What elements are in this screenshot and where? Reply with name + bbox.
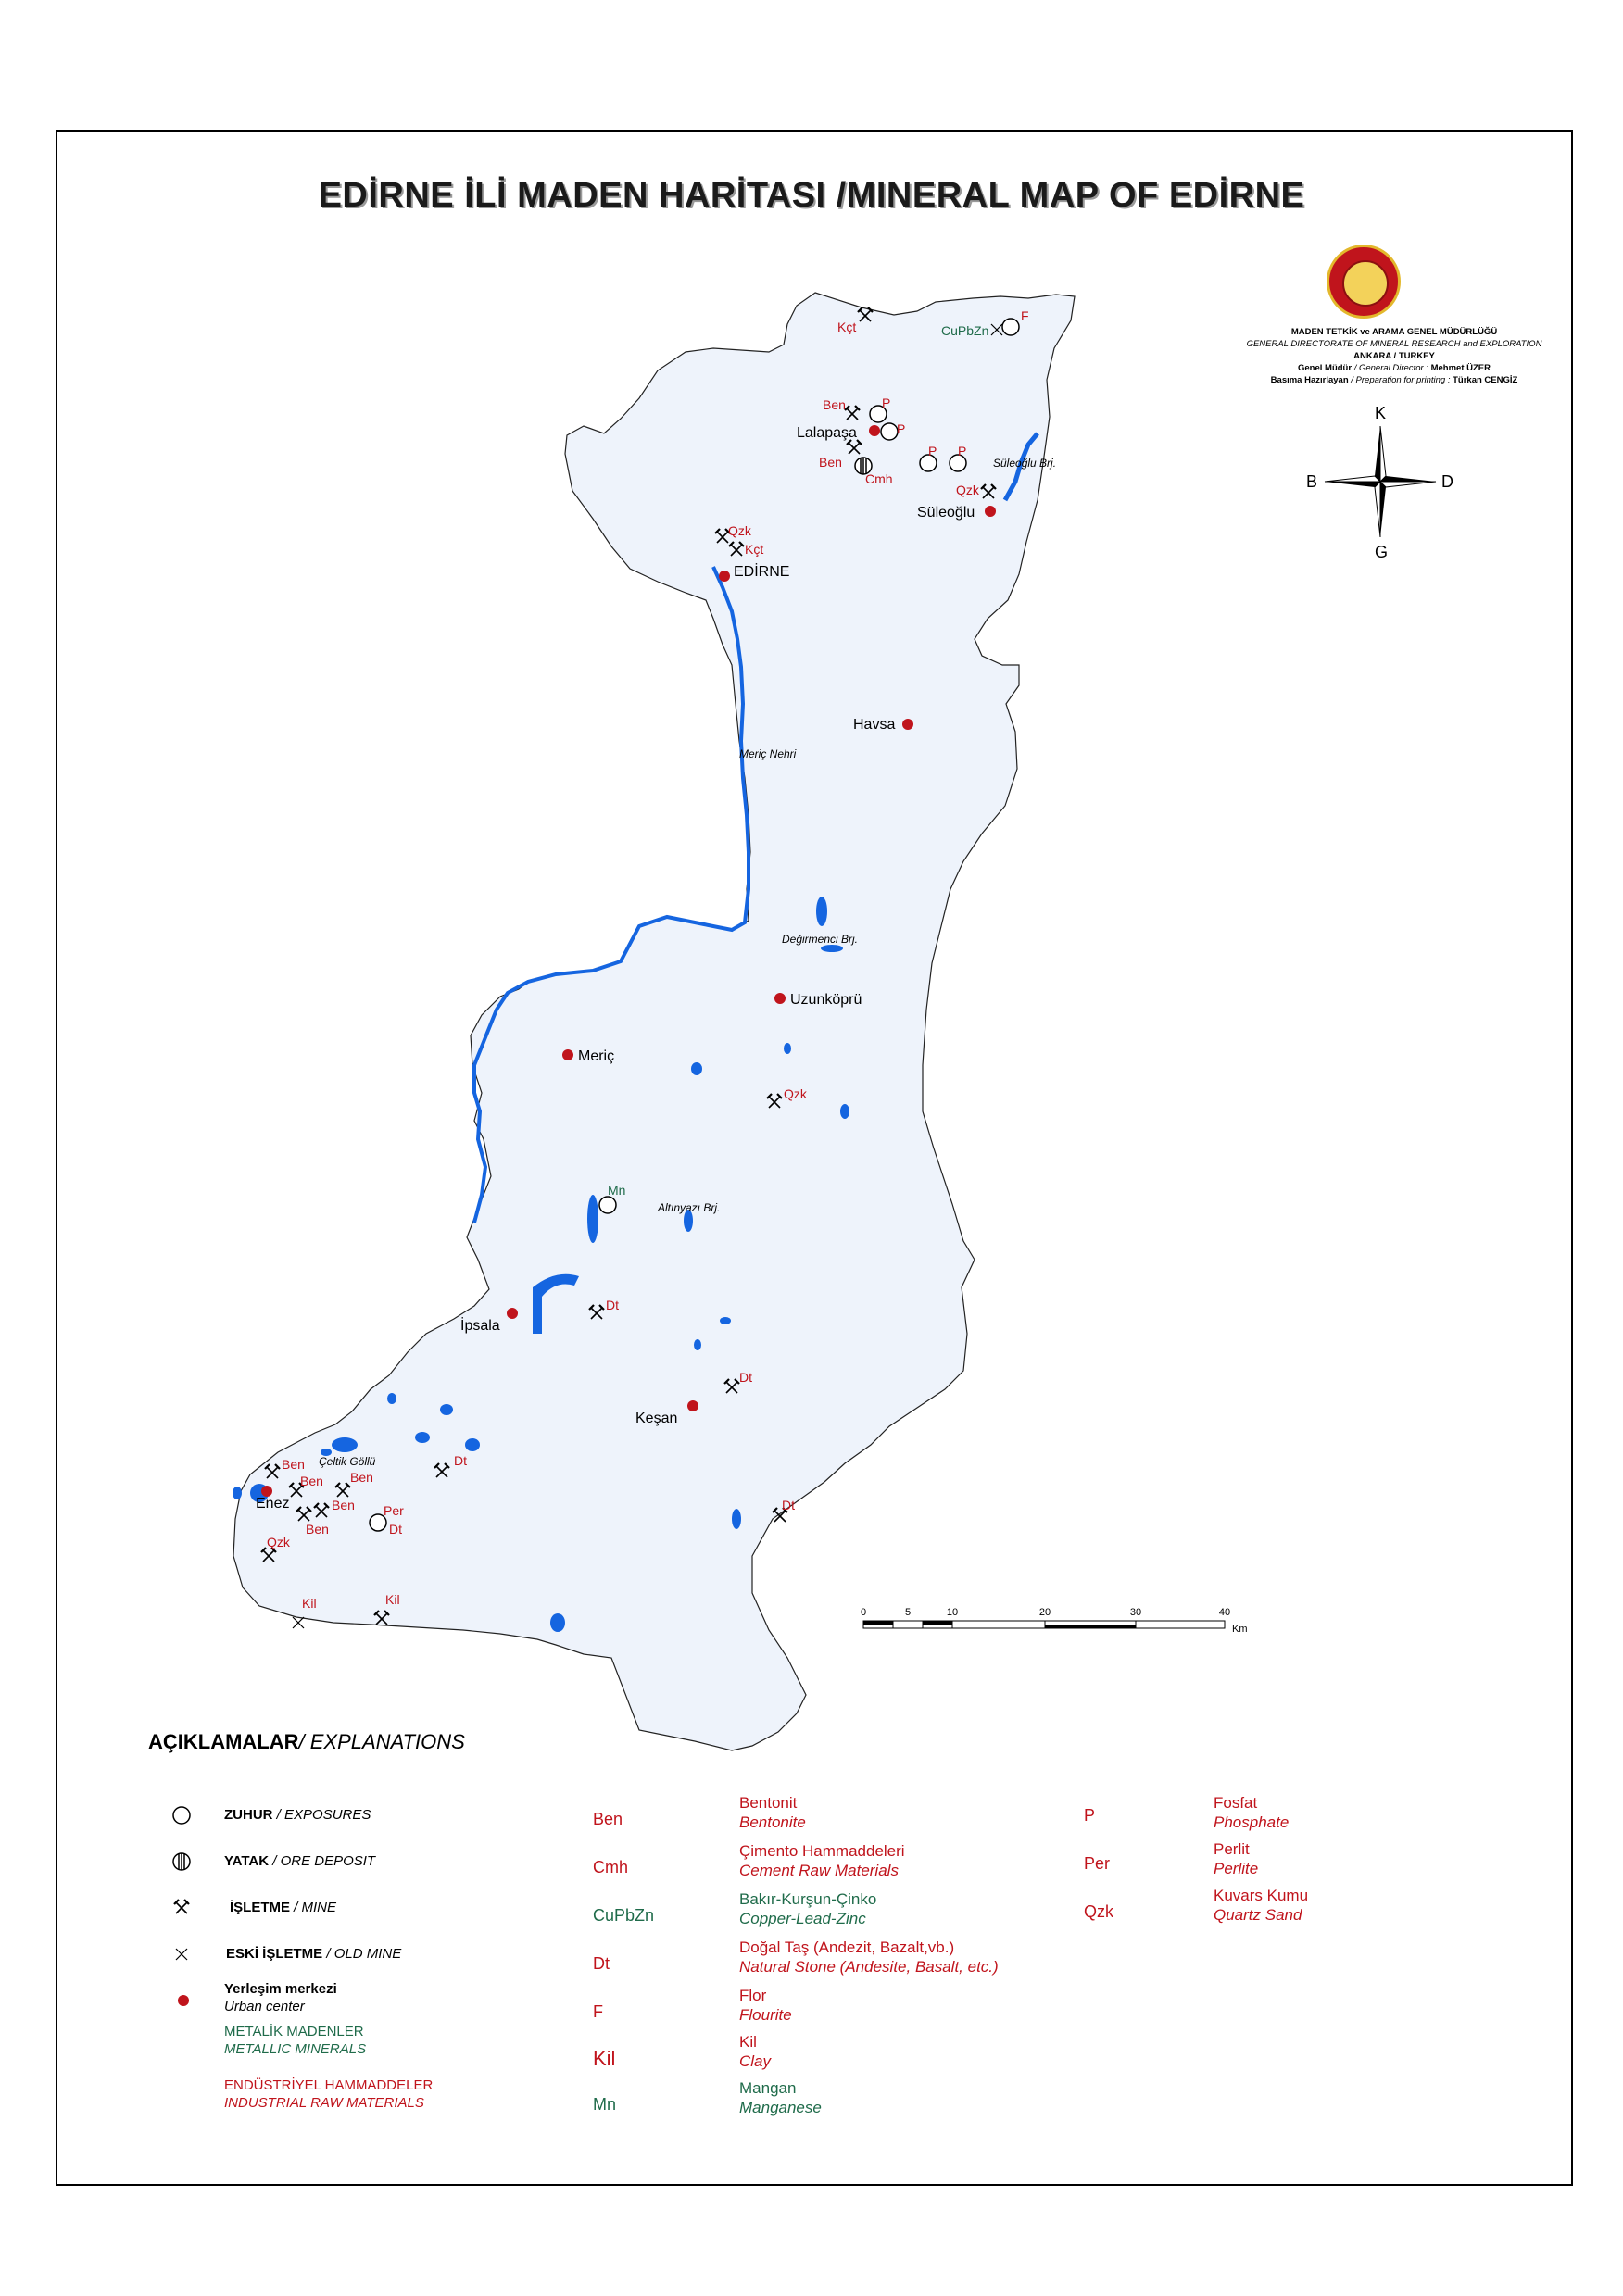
legend-industrial — [224, 2076, 433, 2112]
legend-mineral-cmh — [739, 1841, 905, 1880]
mine-legend-icon — [174, 1900, 189, 1913]
code-label: Qzk — [784, 1086, 807, 1101]
legend-ore-deposit — [224, 1853, 375, 1869]
city-label-ipsala: İpsala — [460, 1318, 500, 1334]
mineral-name-en: Phosphate — [1214, 1813, 1290, 1831]
mineral-name-en: Copper-Lead-Zinc — [739, 1910, 866, 1927]
legend-label: ZUHUR — [224, 1807, 273, 1823]
code-label: Dt — [606, 1298, 619, 1312]
scale-tick: 10 — [946, 1607, 959, 1618]
code-label: Ben — [300, 1474, 323, 1488]
code-label: Per — [384, 1503, 404, 1518]
legend-label-en: / OLD MINE — [322, 1946, 402, 1962]
scale-tick: 40 — [1218, 1607, 1231, 1618]
legend-label: YATAK — [224, 1853, 270, 1869]
lake-label-celtik: Çeltik Göllü — [319, 1455, 376, 1468]
legend-mineral-qzk — [1214, 1886, 1308, 1925]
mineral-name: Perlit — [1214, 1840, 1250, 1858]
scale-tick: 20 — [1038, 1607, 1051, 1618]
legend-code: F — [593, 2002, 603, 2021]
scale-tick: 30 — [1129, 1607, 1142, 1618]
legend-label-en: INDUSTRIAL RAW MATERIALS — [224, 2095, 424, 2111]
code-label: Qzk — [728, 523, 751, 538]
map-title: EDİRNE İLİ MADEN HARİTASI /MINERAL MAP OF EDİRNE — [318, 176, 1305, 215]
mineral-name: Çimento Hammaddeleri — [739, 1842, 905, 1860]
urban-center-legend-icon — [178, 1995, 189, 2006]
mineral-name: Kil — [739, 2033, 757, 2051]
legend-label: ESKİ İŞLETME — [226, 1946, 323, 1962]
compass-east: D — [1441, 472, 1453, 491]
code-label: Dt — [739, 1370, 752, 1385]
legend-label-en: / EXPOSURES — [272, 1807, 371, 1823]
dam-label-altinyazi: Altınyazı Brj. — [658, 1201, 721, 1214]
code-label: Cmh — [865, 471, 893, 486]
legend-title — [148, 1730, 465, 1754]
code-label: Ben — [819, 455, 842, 470]
code-label: F — [1021, 308, 1029, 323]
legend-code: Qzk — [1084, 1902, 1114, 1921]
legend-label-en: / MINE — [290, 1900, 337, 1915]
dam-label-suleoglu: Süleoğlu Brj. — [993, 457, 1057, 470]
legend-mineral-p — [1214, 1793, 1289, 1832]
scale-tick: 0 — [860, 1607, 867, 1618]
legend-code: Per — [1084, 1854, 1111, 1873]
legend-mineral-f — [739, 1986, 792, 2025]
city-label-meric: Meriç — [578, 1048, 615, 1064]
city-label-kesan: Keşan — [635, 1411, 678, 1426]
legend-code: Cmh — [593, 1858, 629, 1876]
city-label-uzunkopru: Uzunköprü — [790, 992, 862, 1008]
code-label: Ben — [306, 1522, 329, 1537]
institution-name-en: GENERAL DIRECTORATE OF MINERAL RESEARCH and EXPLORATION — [1246, 339, 1542, 349]
print-name: Türkan CENGİZ — [1453, 375, 1518, 385]
exposure-legend-icon — [173, 1807, 190, 1824]
river-label-meric: Meriç Nehri — [739, 747, 797, 760]
code-label: Ben — [282, 1457, 305, 1472]
legend-mineral-mn — [739, 2078, 822, 2117]
mineral-name-en: Bentonite — [739, 1813, 806, 1831]
compass-north: K — [1375, 404, 1387, 422]
mineral-name-en: Clay — [739, 2052, 772, 2070]
legend-code: Dt — [593, 1954, 610, 1973]
code-label: P — [897, 421, 906, 436]
legend-mineral-ben — [739, 1793, 806, 1832]
city-label-suleoglu: Süleoğlu — [917, 505, 975, 521]
legend-code: Kil — [593, 2047, 616, 2070]
ore-deposit-legend-icon — [173, 1853, 190, 1870]
print-label-en: / Preparation for printing : — [1348, 375, 1453, 385]
code-label: Kçt — [837, 320, 857, 334]
legend-label: İŞLETME — [230, 1900, 291, 1915]
legend-title-tr: AÇIKLAMALAR — [148, 1730, 299, 1753]
director-label: Genel Müdür — [1298, 363, 1352, 373]
director-label-en: / General Director : — [1352, 363, 1431, 373]
compass-south: G — [1375, 543, 1389, 561]
legend-mine — [230, 1900, 336, 1915]
scale-tick: 5 — [904, 1607, 912, 1618]
legend-mineral-dt — [739, 1938, 999, 1976]
print-label: Basıma Hazırlayan — [1270, 375, 1349, 385]
code-label: Kil — [302, 1596, 317, 1611]
mineral-name: Flor — [739, 1987, 767, 2004]
mineral-name-en: Cement Raw Materials — [739, 1862, 899, 1879]
legend-code: Ben — [593, 1810, 623, 1828]
legend-label: Yerleşim merkezi — [224, 1981, 337, 1997]
legend-old-mine — [226, 1946, 401, 1962]
legend-mineral-per — [1214, 1839, 1258, 1878]
legend-label-en: Urban center — [224, 1999, 305, 2014]
legend-label: METALİK MADENLER — [224, 2024, 364, 2039]
code-label: Mn — [608, 1183, 626, 1198]
mineral-name-en: Flourite — [739, 2006, 792, 2024]
mineral-name-en: Manganese — [739, 2099, 822, 2116]
code-label: P — [928, 444, 937, 458]
code-label: Dt — [782, 1498, 795, 1512]
legend-label-en: METALLIC MINERALS — [224, 2041, 367, 2057]
director-name: Mehmet ÜZER — [1430, 363, 1491, 373]
mineral-name-en: Quartz Sand — [1214, 1906, 1302, 1924]
legend-mineral-kil — [739, 2032, 771, 2071]
legend-label: ENDÜSTRİYEL HAMMADDELER — [224, 2077, 434, 2093]
compass-rose-icon — [1325, 426, 1436, 537]
legend-exposure — [224, 1807, 371, 1823]
legend-mineral-cupbzn — [739, 1889, 876, 1928]
institution-name: MADEN TETKİK ve ARAMA GENEL MÜDÜRLÜĞÜ — [1290, 327, 1498, 337]
code-label: Qzk — [267, 1535, 290, 1549]
mineral-name: Doğal Taş (Andezit, Bazalt,vb.) — [739, 1938, 955, 1956]
code-label: CuPbZn — [941, 323, 989, 338]
old-mine-legend-icon — [176, 1949, 187, 1960]
code-label: Kil — [385, 1592, 400, 1607]
legend-metallic — [224, 2023, 366, 2058]
mineral-name-en: Perlite — [1214, 1860, 1259, 1877]
code-label: Dt — [454, 1453, 467, 1468]
code-label: P — [958, 444, 967, 458]
city-label-lalapasa: Lalapaşa — [797, 425, 857, 441]
mineral-name: Bentonit — [739, 1794, 798, 1812]
legend-code: CuPbZn — [593, 1906, 655, 1925]
legend-urban-center — [224, 1980, 337, 2015]
city-label-havsa: Havsa — [853, 717, 896, 733]
city-label-edirne: EDİRNE — [734, 564, 790, 580]
code-label: P — [882, 395, 891, 410]
legend-code: Mn — [593, 2095, 617, 2114]
code-label: Ben — [823, 397, 846, 412]
code-label: Ben — [332, 1498, 355, 1512]
code-label: Dt — [389, 1522, 402, 1537]
mineral-name: Fosfat — [1214, 1794, 1258, 1812]
legend-code: P — [1084, 1806, 1096, 1825]
code-label: Kçt — [745, 542, 764, 557]
scale-unit: Km — [1232, 1624, 1248, 1635]
mineral-name: Bakır-Kurşun-Çinko — [739, 1890, 877, 1908]
city-label-enez: Enez — [256, 1496, 290, 1512]
code-label: Qzk — [956, 483, 979, 497]
mineral-name: Mangan — [739, 2079, 797, 2097]
legend-title-en: / EXPLANATIONS — [298, 1730, 465, 1753]
mineral-name: Kuvars Kumu — [1214, 1887, 1309, 1904]
legend-label-en: / ORE DEPOSIT — [269, 1853, 376, 1869]
institution-city: ANKARA / TURKEY — [1353, 351, 1435, 361]
scale-bar — [863, 1621, 1225, 1628]
code-label: Ben — [350, 1470, 373, 1485]
dam-label-degirmenci: Değirmenci Brj. — [782, 933, 859, 946]
compass-west: B — [1306, 472, 1318, 491]
mineral-name-en: Natural Stone (Andesite, Basalt, etc.) — [739, 1958, 999, 1976]
